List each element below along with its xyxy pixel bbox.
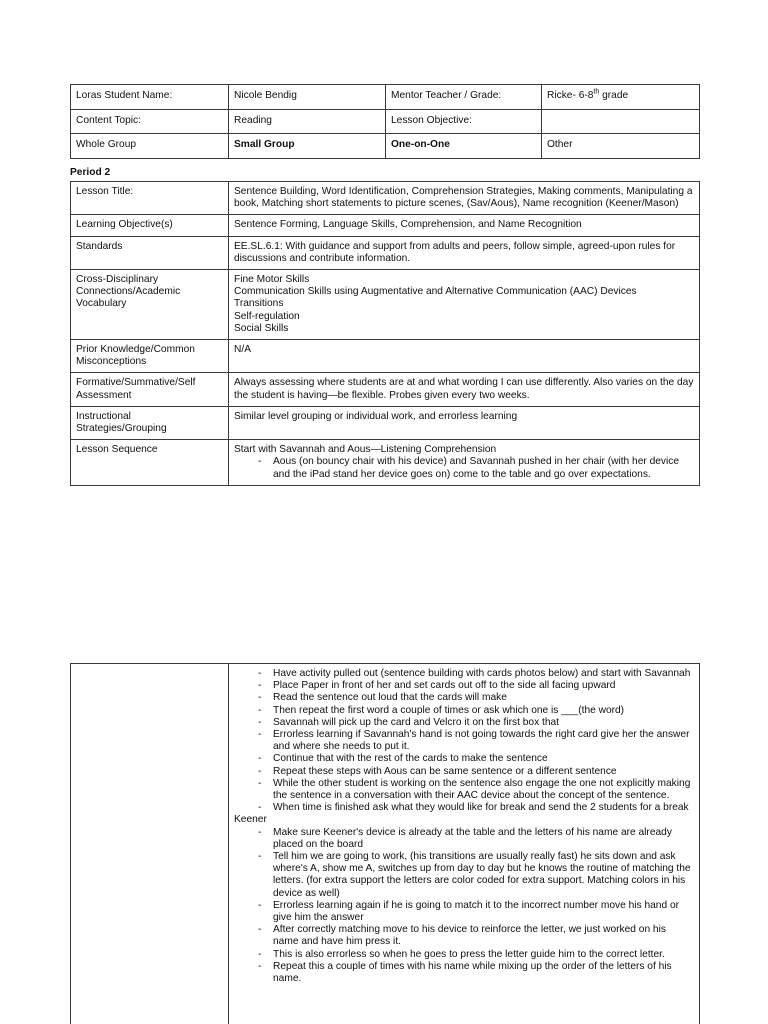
header-table bbox=[70, 84, 700, 159]
cross-item: Fine Motor Skills bbox=[234, 274, 310, 286]
list-item: - Errorless learning again if he is going to match it to the incorrect number move his hand or give him the answer bbox=[234, 900, 694, 924]
cross-item: Self-regulation bbox=[234, 310, 300, 322]
keener-steps-list bbox=[234, 827, 694, 986]
assessment-label: Formative/Summative/Self Assessment bbox=[71, 373, 229, 406]
lesson-objective-label: Lesson Objective: bbox=[386, 109, 542, 134]
mentor-label: Mentor Teacher / Grade: bbox=[386, 85, 542, 110]
lesson-table bbox=[70, 181, 700, 486]
list-item: - Continue that with the rest of the cards to make the sentence bbox=[234, 753, 694, 765]
mentor-value-sup: th bbox=[593, 88, 600, 96]
learning-objective-value: Sentence Forming, Language Skills, Comprehension, and Name Recognition bbox=[229, 215, 700, 236]
list-item: - After correctly matching move to his device to reinforce the letter, we just worked on his name and have him press it. bbox=[234, 924, 694, 948]
lesson-objective-value bbox=[542, 109, 700, 134]
lesson-sequence-value bbox=[229, 440, 700, 486]
lesson-title-row bbox=[71, 182, 700, 215]
list-item: - Savannah will pick up the card and Velcro it on the first box that bbox=[234, 717, 694, 729]
list-item: - Aous (on bouncy chair with his device) and Savannah pushed in her chair (with her device and the iPad stand her device goes on) come to the table and go over expectations. bbox=[234, 456, 694, 480]
savannah-steps-list bbox=[234, 668, 694, 814]
list-item: - Repeat this a couple of times with his name while mixing up the order of the letters of his name. bbox=[234, 961, 694, 985]
other-cell: Other bbox=[542, 134, 700, 159]
prior-knowledge-row bbox=[71, 340, 700, 373]
strategies-row bbox=[71, 406, 700, 439]
learning-objective-label: Learning Objective(s) bbox=[71, 215, 229, 236]
continued-row bbox=[71, 664, 700, 1024]
lesson-title-value: Sentence Building, Word Identification, Comprehension Strategies, Making comments, Manipulating a book, Matching short statements to picture scenes, (Sav/Aous), Name recognition (Keener/Mason) bbox=[229, 182, 700, 215]
list-item: - This is also errorless so when he goes to press the letter guide him to the correct letter. bbox=[234, 949, 694, 961]
mentor-value-text: Ricke- 6-8 bbox=[547, 90, 594, 101]
mentor-value-suffix: grade bbox=[599, 90, 629, 101]
student-name-value: Nicole Bendig bbox=[229, 85, 386, 110]
assessment-value: Always assessing where students are at and what wording I can use differently. Also varies on the day the student is having—be flexible. Probes given every two weeks. bbox=[229, 373, 700, 406]
cross-disciplinary-label: Cross-Disciplinary Connections/Academic Vocabulary bbox=[71, 270, 229, 340]
list-item: - Errorless learning if Savannah's hand is not going towards the right card give her the answer and where she needs to put it. bbox=[234, 729, 694, 753]
content-topic-label: Content Topic: bbox=[71, 109, 229, 134]
assessment-row bbox=[71, 373, 700, 406]
student-name-label: Loras Student Name: bbox=[71, 85, 229, 110]
cross-disciplinary-value bbox=[229, 270, 700, 340]
small-group-cell: Small Group bbox=[229, 134, 386, 159]
header-row-2 bbox=[71, 109, 700, 134]
list-item: - When time is finished ask what they would like for break and send the 2 students for a break bbox=[234, 802, 694, 814]
header-row-1 bbox=[71, 85, 700, 110]
list-item: - Have activity pulled out (sentence building with cards photos below) and start with Savannah bbox=[234, 668, 694, 680]
learning-objective-row bbox=[71, 215, 700, 236]
continued-label-cell bbox=[71, 664, 229, 1024]
lesson-title-label: Lesson Title: bbox=[71, 182, 229, 215]
standards-value: EE.SL.6.1: With guidance and support from adults and peers, follow simple, agreed-upon rules for discussions and contribute information. bbox=[229, 236, 700, 269]
continued-table bbox=[70, 663, 700, 1024]
lesson-sequence-label: Lesson Sequence bbox=[71, 440, 229, 486]
standards-row bbox=[71, 236, 700, 269]
strategies-value: Similar level grouping or individual work, and errorless learning bbox=[229, 406, 700, 439]
prior-knowledge-label: Prior Knowledge/Common Misconceptions bbox=[71, 340, 229, 373]
list-item: - Place Paper in front of her and set cards out off to the side all facing upward bbox=[234, 680, 694, 692]
list-item: - Repeat these steps with Aous can be same sentence or a different sentence bbox=[234, 766, 694, 778]
keener-heading: Keener bbox=[234, 814, 267, 826]
list-item: - Make sure Keener's device is already at the table and the letters of his name are already placed on the board bbox=[234, 827, 694, 851]
content-topic-value: Reading bbox=[229, 109, 386, 134]
mentor-value bbox=[542, 85, 700, 110]
one-on-one-cell: One-on-One bbox=[386, 134, 542, 159]
continued-content-cell bbox=[229, 664, 700, 1024]
cross-item: Social Skills bbox=[234, 322, 289, 334]
standards-label: Standards bbox=[71, 236, 229, 269]
list-item: - Read the sentence out loud that the cards will make bbox=[234, 692, 694, 704]
strategies-label: Instructional Strategies/Grouping bbox=[71, 406, 229, 439]
sequence-list bbox=[234, 456, 694, 480]
cross-item: Transitions bbox=[234, 298, 284, 310]
list-item: - While the other student is working on the sentence also engage the one not explicitly making the sentence in a conversation with their AAC device about the concept of the sentence. bbox=[234, 778, 694, 802]
prior-knowledge-value: N/A bbox=[229, 340, 700, 373]
list-item: - Tell him we are going to work, (his transitions are usually really fast) he sits down and ask where's A, show me A, switches up from day to day but he knows the routine of matching the letters. (for extra support the letters are color coded for extra support. Matching colors in his device as well) bbox=[234, 851, 694, 900]
sequence-intro: Start with Savannah and Aous—Listening Comprehension bbox=[234, 444, 497, 456]
cross-item: Communication Skills using Augmentative and Alternative Communication (AAC) Devices bbox=[234, 286, 637, 298]
header-row-3 bbox=[71, 134, 700, 159]
cross-disciplinary-row bbox=[71, 270, 700, 340]
lesson-sequence-row bbox=[71, 440, 700, 486]
whole-group-cell: Whole Group bbox=[71, 134, 229, 159]
period-heading: Period 2 bbox=[70, 167, 111, 178]
list-item: - Then repeat the first word a couple of times or ask which one is ___(the word) bbox=[234, 705, 694, 717]
